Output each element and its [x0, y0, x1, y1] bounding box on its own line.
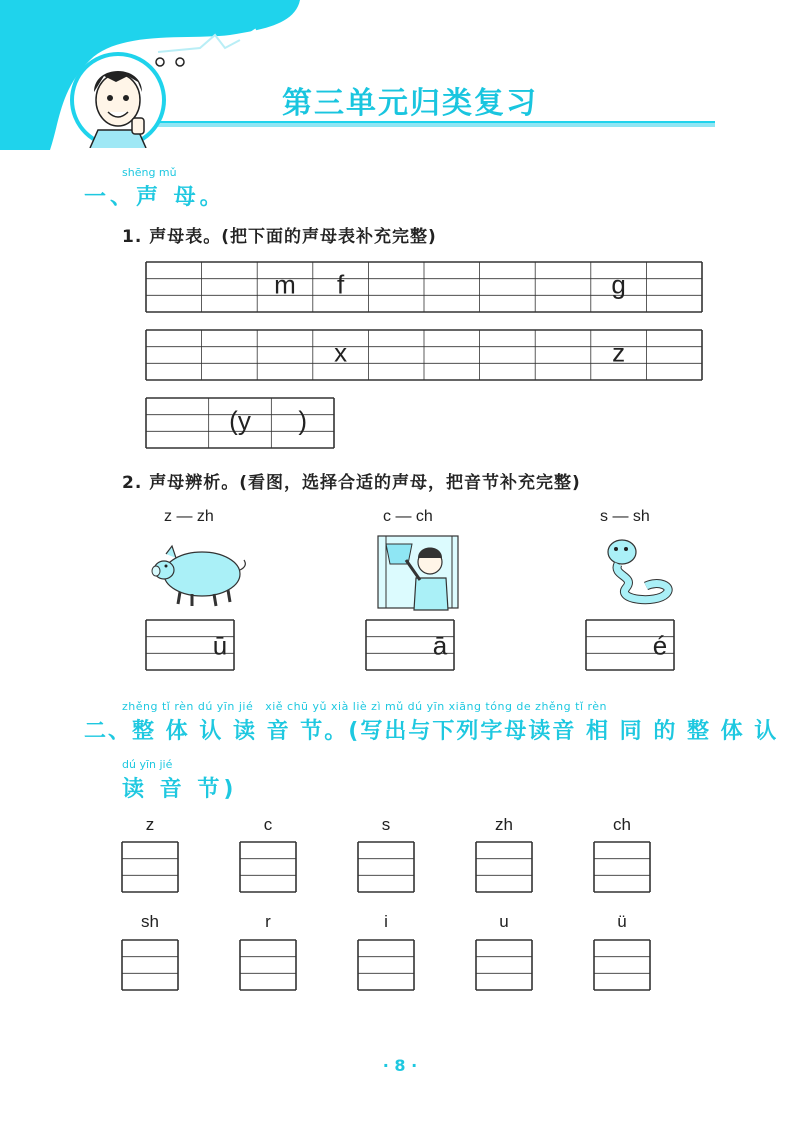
letter-label: u — [499, 912, 509, 931]
syllable-write-box[interactable] — [476, 940, 532, 990]
row1-cell-3: f — [336, 269, 345, 300]
letter-label: c — [263, 815, 273, 834]
syllable-write-box[interactable] — [594, 940, 650, 990]
letter-label: z — [145, 815, 155, 834]
row3-cell-1: (y — [229, 405, 251, 436]
section2-pinyin-2: dú yīn jié — [122, 758, 173, 771]
letter-label: s — [381, 815, 391, 834]
syllable-write-box[interactable] — [240, 940, 296, 990]
letter-label: ü — [617, 912, 627, 931]
question-2: 2. 声母辨析。(看图，选择合适的声母，把音节补充完整) — [122, 473, 581, 493]
section2-title-2: 读 音 节) — [122, 777, 238, 802]
letter-label: sh — [141, 912, 159, 931]
vowel-3: é — [652, 630, 668, 661]
syllable-write-box[interactable] — [358, 940, 414, 990]
section1-pinyin: shēng mǔ — [122, 166, 177, 179]
pair-label-3: s — sh — [600, 508, 650, 525]
row2-cell-8: z — [612, 337, 626, 368]
syllable-write-box[interactable] — [476, 842, 532, 892]
letter-label: zh — [495, 815, 513, 834]
letter-label: i — [384, 912, 388, 931]
syllable-write-box[interactable] — [122, 842, 178, 892]
row1-cell-8: g — [611, 269, 626, 300]
section2-title-1: 二、整 体 认 读 音 节。(写出与下列字母读音 相 同 的 整 体 认 — [84, 719, 779, 744]
vowel-1: ū — [212, 630, 228, 661]
syllable-write-box[interactable] — [358, 842, 414, 892]
question-1: 1. 声母表。(把下面的声母表补充完整) — [122, 227, 437, 247]
syllable-write-box[interactable] — [594, 842, 650, 892]
syllable-write-box[interactable] — [122, 940, 178, 990]
row1-cell-2: m — [274, 269, 296, 300]
syllable-write-box[interactable] — [240, 842, 296, 892]
vowel-2: ā — [432, 630, 448, 661]
pair-label-1: z — zh — [164, 508, 214, 525]
letter-label: ch — [613, 815, 631, 834]
section1-title: 一、声 母。 — [84, 185, 226, 210]
page-number: · 8 · — [382, 1056, 418, 1075]
letter-label: r — [265, 912, 271, 931]
page-title: 第三单元归类复习 — [282, 86, 538, 121]
section2-pinyin-1: zhěng tǐ rèn dú yīn jié xiě chū yǔ xià liè zì mǔ dú yīn xiāng tóng de zhěng tǐ rèn — [122, 700, 608, 713]
row2-cell-3: x — [334, 337, 348, 368]
pair-label-2: c — ch — [383, 508, 433, 525]
row3-cell-2: ) — [298, 405, 308, 436]
